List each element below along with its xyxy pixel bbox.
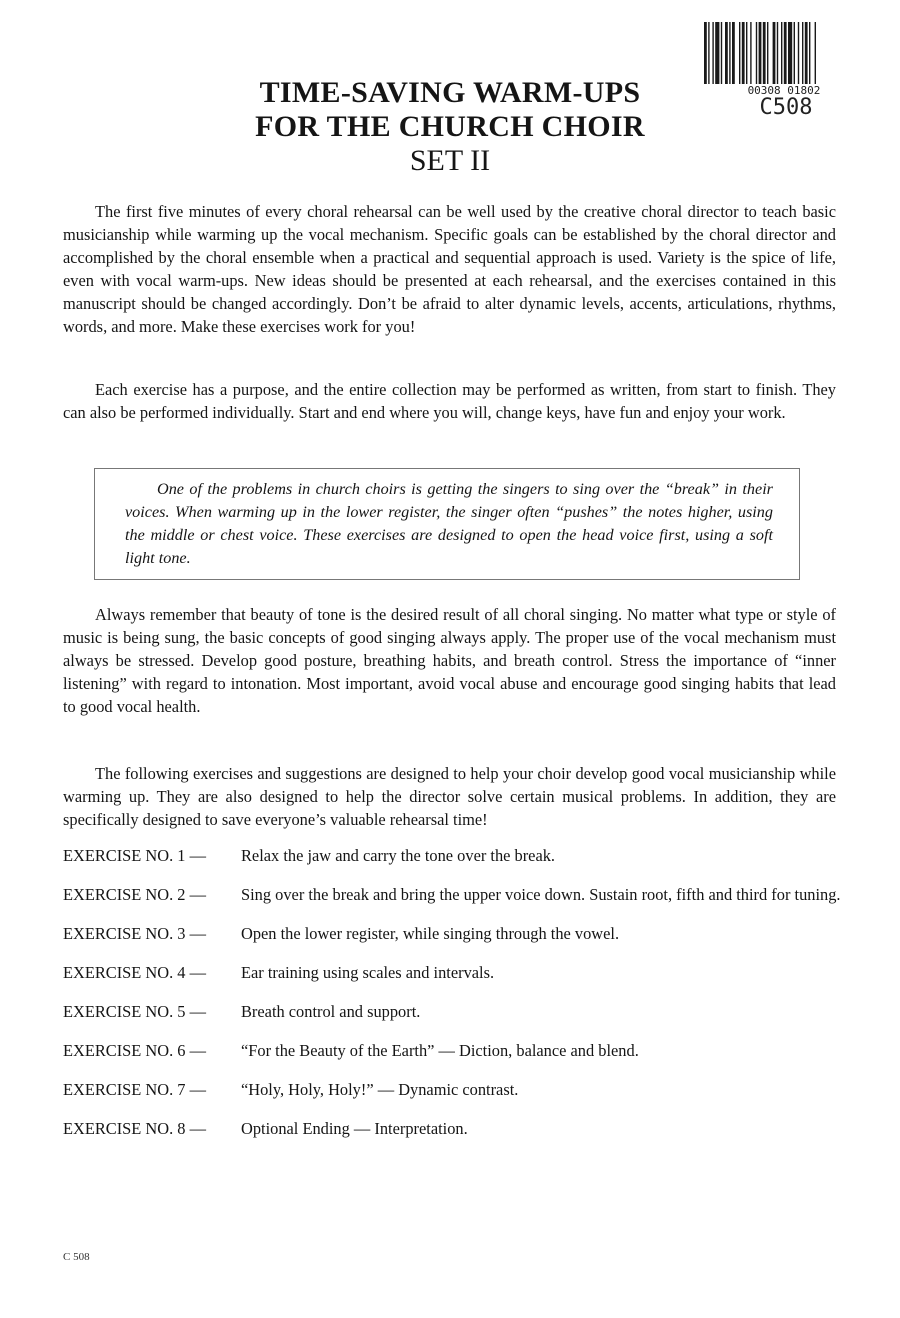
barcode-bar <box>777 22 778 84</box>
exercise-description: Optional Ending — Interpretation. <box>241 1119 468 1138</box>
exercises-intro-paragraph: The following exercises and suggestions are designed to help your choir develop good vocal musicianship while warming up. They are also designed to help the director solve certain musical problems. In addition, they are specifically designed to save everyone’s valuable rehearsal time! <box>63 764 836 829</box>
exercise-item <box>63 1118 843 1140</box>
tone-paragraph: Always remember that beauty of tone is the desired result of all choral singing. No matter what type or style of music is being sung, the basic concepts of good singing always apply. The proper use of the vocal mechanism must always be stressed. Develop good posture, breathing habits, and breath control. Stress the importance of “inner listening” with regard to intonation. Most important, avoid vocal abuse and encourage good singing habits that lead to good vocal health. <box>63 605 836 716</box>
barcode-bar <box>756 22 757 84</box>
exercise-description: Ear training using scales and intervals. <box>241 963 495 982</box>
exercise-item <box>63 962 843 984</box>
exercise-item <box>63 1040 843 1062</box>
exercise-label: EXERCISE NO. 2 — <box>63 885 206 904</box>
exercise-label: EXERCISE NO. 1 — <box>63 846 206 865</box>
exercise-item <box>63 884 843 906</box>
barcode-bar <box>794 22 795 84</box>
barcode-bar <box>773 22 776 84</box>
barcode-code: C508 <box>759 95 813 120</box>
footer-catalog-code: C 508 <box>63 1251 90 1263</box>
barcode-bar <box>742 22 745 84</box>
exercise-label: EXERCISE NO. 4 — <box>63 963 206 982</box>
exercise-label: EXERCISE NO. 3 — <box>63 924 206 943</box>
barcode-bar <box>805 22 808 84</box>
exercise-label: EXERCISE NO. 7 — <box>63 1080 206 1099</box>
exercise-label: EXERCISE NO. 8 — <box>63 1119 206 1138</box>
barcode-bar <box>767 22 768 84</box>
title-line-1: TIME-SAVING WARM-UPS <box>259 76 641 109</box>
barcode-bar <box>746 22 747 84</box>
page-title <box>150 76 750 178</box>
barcode-bar <box>725 22 728 84</box>
barcode-bar <box>721 22 722 84</box>
exercise-description: Sing over the break and bring the upper voice down. Sustain root, fifth and third for tuning. <box>241 885 841 904</box>
exercise-description: Open the lower register, while singing through the vowel. <box>241 924 620 943</box>
barcode-bar <box>798 22 799 84</box>
callout-text: One of the problems in church choirs is getting the singers to sing over the “break” in their voices. When warming up in the lower register, the singer often “pushes” the notes higher, using the middle or chest voice. These exercises are designed to open the head voice first, using a soft light tone. <box>125 480 773 567</box>
barcode-bar <box>788 22 792 84</box>
barcode-bar <box>739 22 740 84</box>
exercise-description: Breath control and support. <box>241 1002 421 1021</box>
barcode-bar <box>750 22 751 84</box>
title-line-3: SET II <box>409 144 491 177</box>
barcode-bar <box>815 22 816 84</box>
exercise-item <box>63 1001 843 1023</box>
purpose-paragraph: Each exercise has a purpose, and the entire collection may be performed as written, from start to finish. They can also be performed individually. Start and end where you will, change keys, have fun and enjoy your work. <box>63 380 836 422</box>
barcode-bar <box>759 22 762 84</box>
exercise-label: EXERCISE NO. 6 — <box>63 1041 206 1060</box>
barcode-bar <box>809 22 810 84</box>
barcode-bar <box>732 22 735 84</box>
exercise-description: “Holy, Holy, Holy!” — Dynamic contrast. <box>241 1080 519 1099</box>
barcode-bar <box>781 22 782 84</box>
exercise-description: Relax the jaw and carry the tone over the break. <box>241 846 556 865</box>
barcode-bar <box>708 22 709 84</box>
barcode-bar <box>712 22 713 84</box>
exercise-description: “For the Beauty of the Earth” — Diction, balance and blend. <box>241 1041 639 1060</box>
barcode-bar <box>802 22 803 84</box>
exercise-item <box>63 1079 843 1101</box>
barcode-bar <box>715 22 719 84</box>
exercise-item <box>63 923 843 945</box>
exercise-item <box>63 845 843 867</box>
exercise-label: EXERCISE NO. 5 — <box>63 1002 206 1021</box>
barcode-digits: 00308 01802 <box>747 84 821 97</box>
barcode-bar <box>704 22 707 84</box>
intro-paragraph: The first five minutes of every choral rehearsal can be well used by the creative choral director to teach basic musicianship while warming up the vocal mechanism. Specific goals can be established by the choral director and accomplished by the choral ensemble when a practical and sequential approach is used. Variety is the spice of life, even with vocal warm-ups. New ideas should be presented at each rehearsal, and the exercises contained in this manuscript should be changed accordingly. Don’t be afraid to alter dynamic levels, accents, articulations, rhythms, words, and more. Make these exercises work for you! <box>63 202 836 336</box>
title-line-2: FOR THE CHURCH CHOIR <box>255 110 645 143</box>
barcode-bar <box>729 22 730 84</box>
barcode-bar <box>763 22 766 84</box>
exercise-list <box>63 845 843 1140</box>
callout-box <box>94 468 800 580</box>
barcode-bar <box>784 22 787 84</box>
